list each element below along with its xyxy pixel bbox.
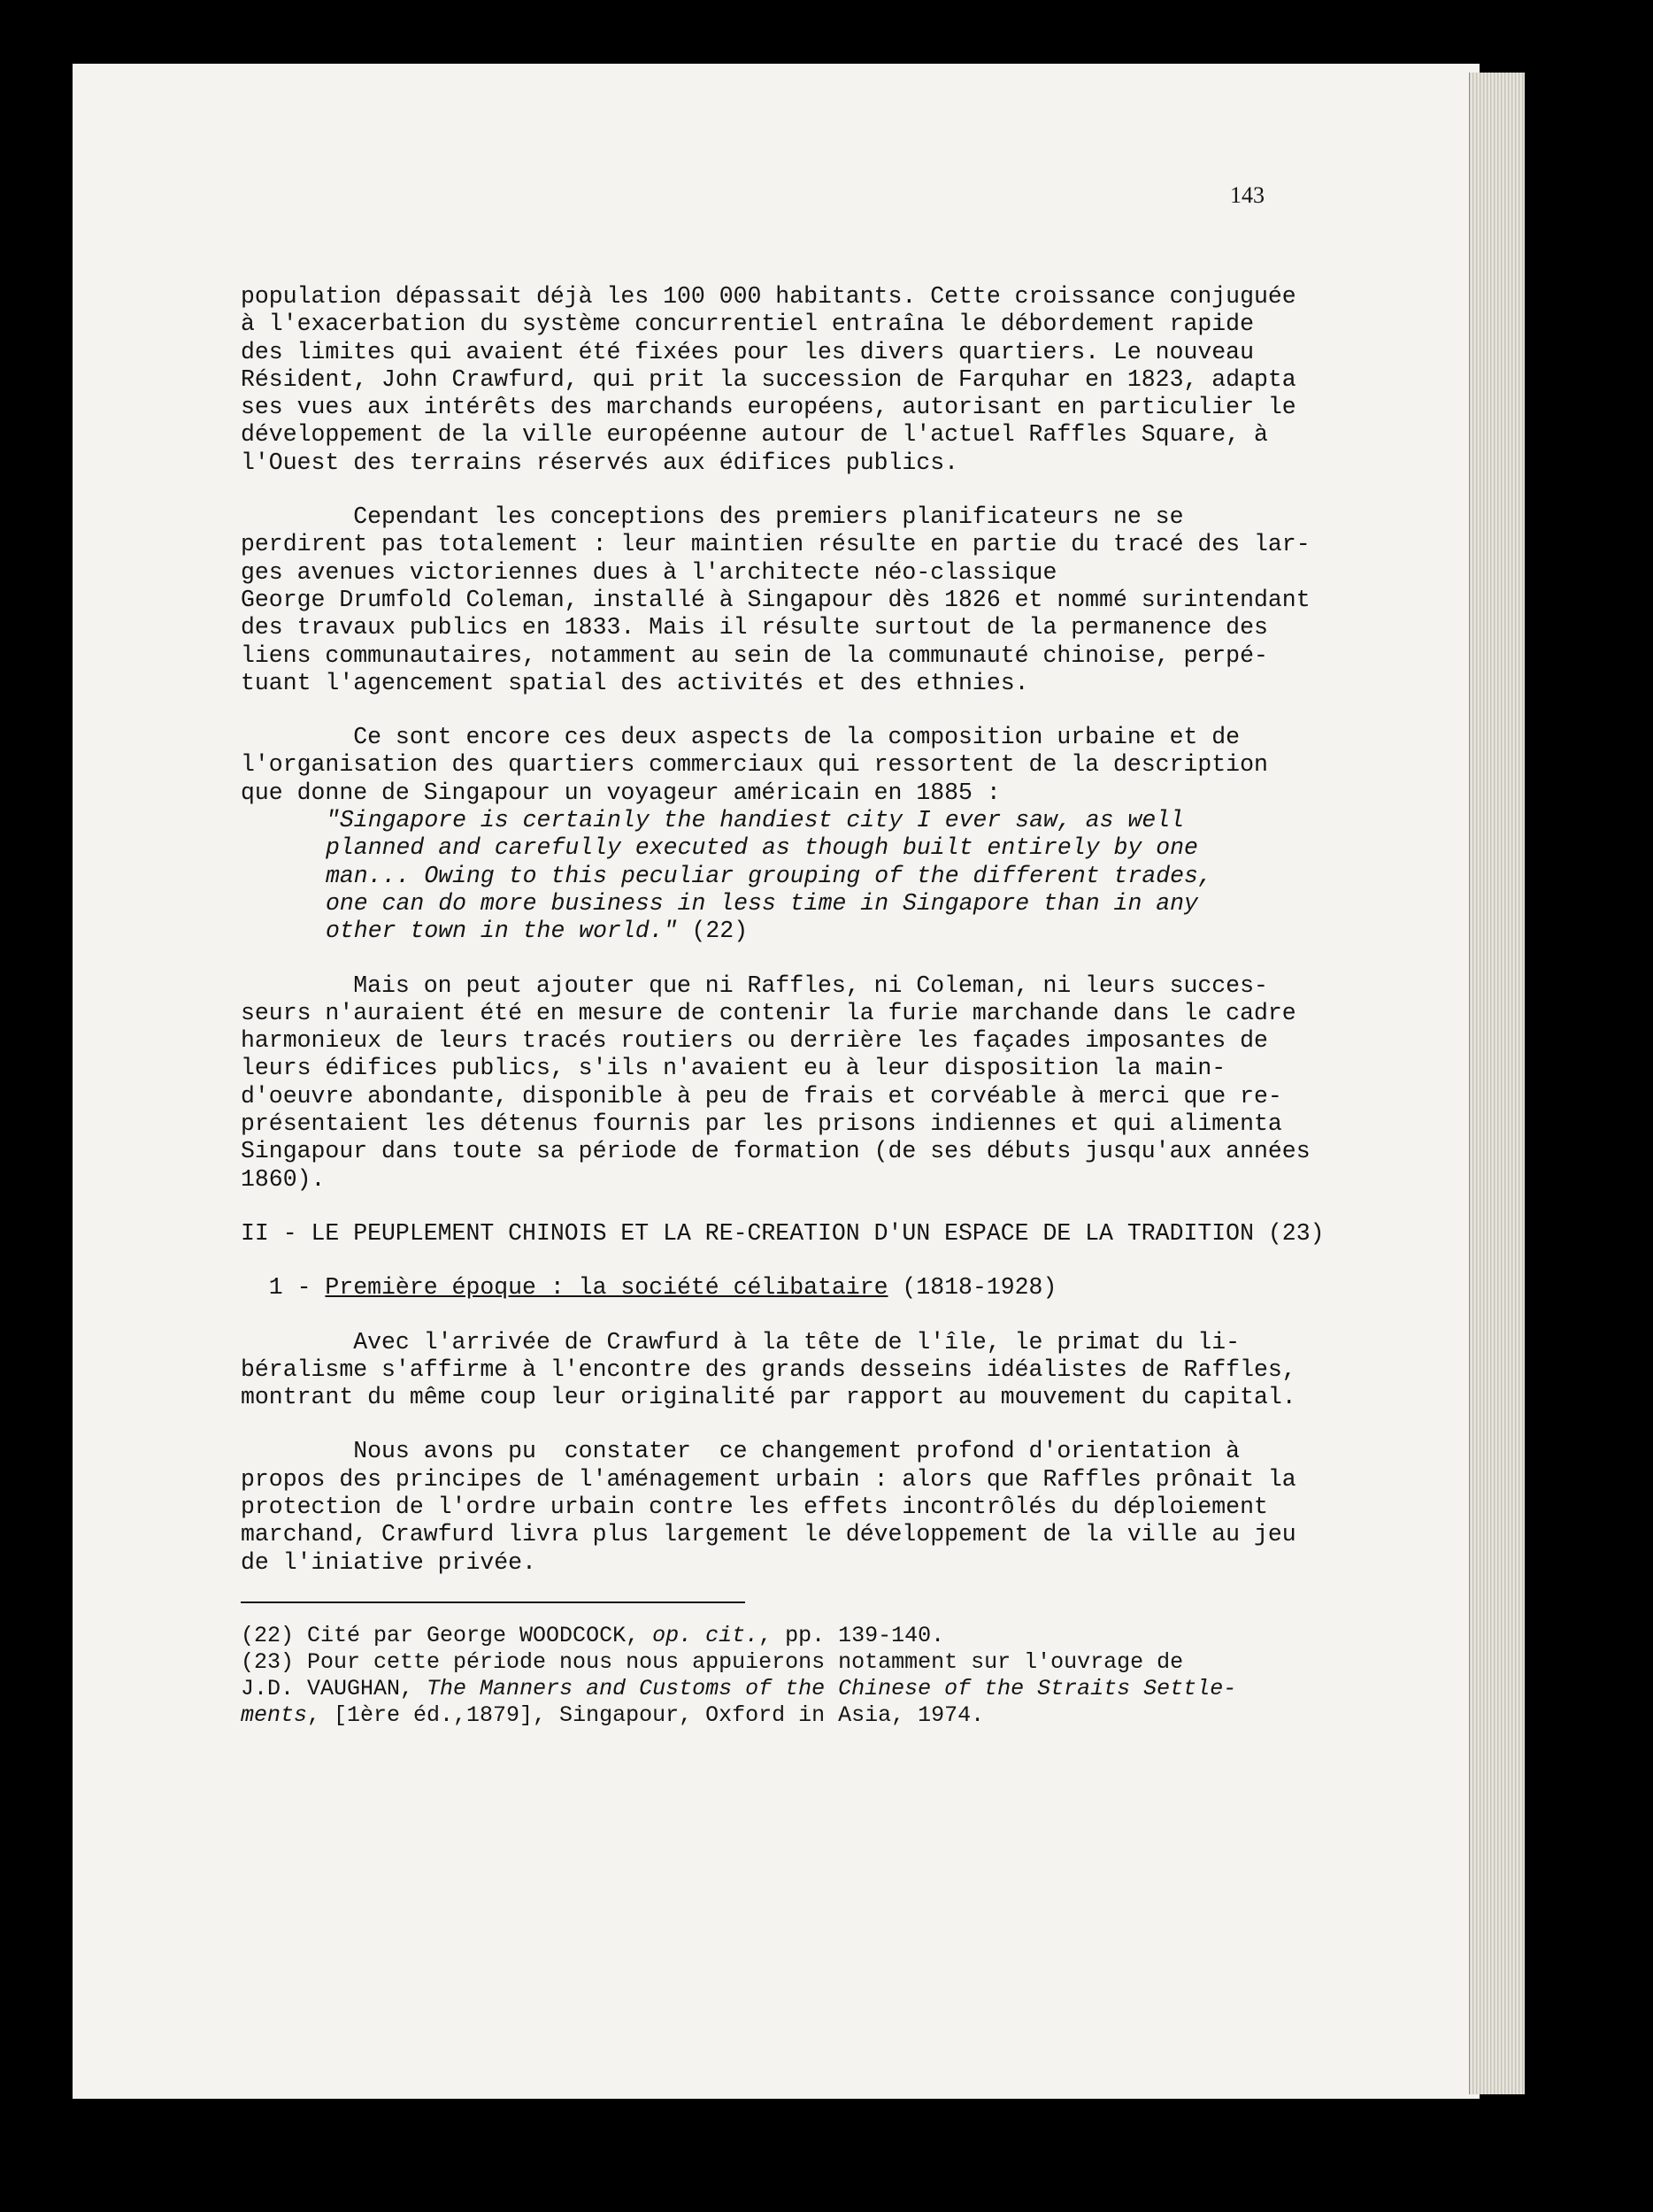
paragraph-1-line: développement de la ville européenne autour de l'actuel Raffles Square, à <box>241 421 1268 449</box>
paragraph-4-line: d'oeuvre abondante, disponible à peu de frais et corvéable à merci que re- <box>241 1082 1282 1110</box>
paragraph-5 <box>241 1329 1356 1412</box>
paragraph-4-line: leurs édifices publics, s'ils n'avaient eu à leur disposition la main- <box>241 1055 1226 1082</box>
page-edges <box>1469 73 1525 2094</box>
quote-line <box>326 918 1356 945</box>
paragraph-3 <box>241 724 1356 807</box>
paragraph-1-line: des limites qui avaient été fixées pour les divers quartiers. Le nouveau <box>241 338 1254 365</box>
paragraph-1-line: Résident, John Crawfurd, qui prit la succession de Farquhar en 1823, adapta <box>241 365 1296 393</box>
paragraph-4-line: Singapour dans toute sa période de formation (de ses débuts jusqu'aux années <box>241 1138 1311 1165</box>
footnote-23-line-1: (23) Pour cette période nous nous appuierons notamment sur l'ouvrage de <box>241 1648 1184 1675</box>
paragraph-4-line: Mais on peut ajouter que ni Raffles, ni Coleman, ni leurs succes- <box>241 972 1268 999</box>
quote-line: man... Owing to this peculiar grouping of the different trades, <box>326 862 1212 889</box>
paragraph-6-line: propos des principes de l'aménagement urbain : alors que Raffles prônait la <box>241 1465 1296 1493</box>
paragraph-1-line: population dépassait déjà les 100 000 habitants. Cette croissance conjuguée <box>241 283 1296 310</box>
quote-reference: (22) <box>677 918 749 945</box>
paragraph-6-line: marchand, Crawfurd livra plus largement le développement de la ville au jeu <box>241 1521 1296 1548</box>
paragraph-3-line: l'organisation des quartiers commerciaux qui ressortent de la description <box>241 751 1268 779</box>
quote-line: "Singapore is certainly the handiest city I ever saw, as well <box>326 807 1185 834</box>
paragraph-4-line: seurs n'auraient été en mesure de contenir la furie marchande dans le cadre <box>241 999 1296 1026</box>
footnote-23-line-2: J.D. VAUGHAN, The Manners and Customs of the Chinese of the Straits Settle- <box>241 1675 1237 1701</box>
subsection-dates: (1818-1928) <box>888 1274 1057 1302</box>
paragraph-2-line: ges avenues victoriennes dues à l'architecte néo-classique <box>241 558 1057 586</box>
paragraph-4-line: 1860). <box>241 1165 326 1193</box>
paragraph-2-line: Cependant les conceptions des premiers planificateurs ne se <box>241 503 1184 531</box>
paragraph-4-line: harmonieux de leurs tracés routiers ou derrière les façades imposantes de <box>241 1027 1268 1055</box>
footnote-22: (22) Cité par George WOODCOCK, op. cit., pp. 139-140. <box>241 1622 945 1648</box>
paragraph-2-line: perdirent pas totalement : leur maintien résulte en partie du tracé des lar- <box>241 531 1311 558</box>
paragraph-2-line: George Drumfold Coleman, installé à Singapour dès 1826 et nommé surintendant <box>241 586 1311 613</box>
footnote-23-line-3: ments, [1ère éd.,1879], Singapour, Oxford in Asia, 1974. <box>241 1701 985 1728</box>
quote-line: one can do more business in less time in Singapore than in any <box>326 889 1198 917</box>
paragraph-6-line: de l'iniative privée. <box>241 1548 536 1576</box>
paragraph-2-line: liens communautaires, notamment au sein de la communauté chinoise, perpé- <box>241 641 1268 669</box>
subsection-heading <box>241 1274 1356 1302</box>
paragraph-1-line: ses vues aux intérêts des marchands européens, autorisant en particulier le <box>241 394 1296 421</box>
footnote-rule <box>241 1601 745 1603</box>
page-body <box>241 283 1356 1729</box>
paragraph-2-line: des travaux publics en 1833. Mais il résulte surtout de la permanence des <box>241 614 1268 641</box>
paragraph-2 <box>241 503 1356 697</box>
block-quote <box>241 807 1356 945</box>
paragraph-1-line: l'Ouest des terrains réservés aux édifices publics. <box>241 449 959 476</box>
paragraph-5-line: Avec l'arrivée de Crawfurd à la tête de l'île, le primat du li- <box>241 1328 1241 1356</box>
paragraph-3-line: Ce sont encore ces deux aspects de la composition urbaine et de <box>241 724 1241 751</box>
subsection-prefix: 1 - <box>241 1274 326 1302</box>
footnotes <box>241 1623 1356 1729</box>
paragraph-4-line: présentaient les détenus fournis par les prisons indiennes et qui alimenta <box>241 1110 1282 1138</box>
paragraph-5-line: montrant du même coup leur originalité par rapport au mouvement du capital. <box>241 1384 1296 1411</box>
paragraph-2-line: tuant l'agencement spatial des activités et des ethnies. <box>241 669 1029 696</box>
quote-last-line: other town in the world." <box>326 918 678 945</box>
paragraph-3-line: que donne de Singapour un voyageur américain en 1885 : <box>241 779 1001 806</box>
section-heading: II - LE PEUPLEMENT CHINOIS ET LA RE-CREATION D'UN ESPACE DE LA TRADITION (23) <box>241 1219 1325 1247</box>
paragraph-6-line: Nous avons pu constater ce changement profond d'orientation à <box>241 1438 1241 1465</box>
paragraph-6 <box>241 1438 1356 1576</box>
paragraph-4 <box>241 972 1356 1194</box>
paragraph-5-line: béralisme s'affirme à l'encontre des grands desseins idéalistes de Raffles, <box>241 1356 1296 1383</box>
paragraph-6-line: protection de l'ordre urbain contre les effets incontrôlés du déploiement <box>241 1493 1268 1520</box>
paragraph-1-line: à l'exacerbation du système concurrentiel entraîna le débordement rapide <box>241 311 1254 338</box>
subsection-title: Première époque : la société célibataire <box>325 1274 888 1302</box>
quote-line: planned and carefully executed as though built entirely by one <box>326 834 1198 862</box>
paragraph-1 <box>241 283 1356 477</box>
page-number: 143 <box>1230 182 1265 208</box>
